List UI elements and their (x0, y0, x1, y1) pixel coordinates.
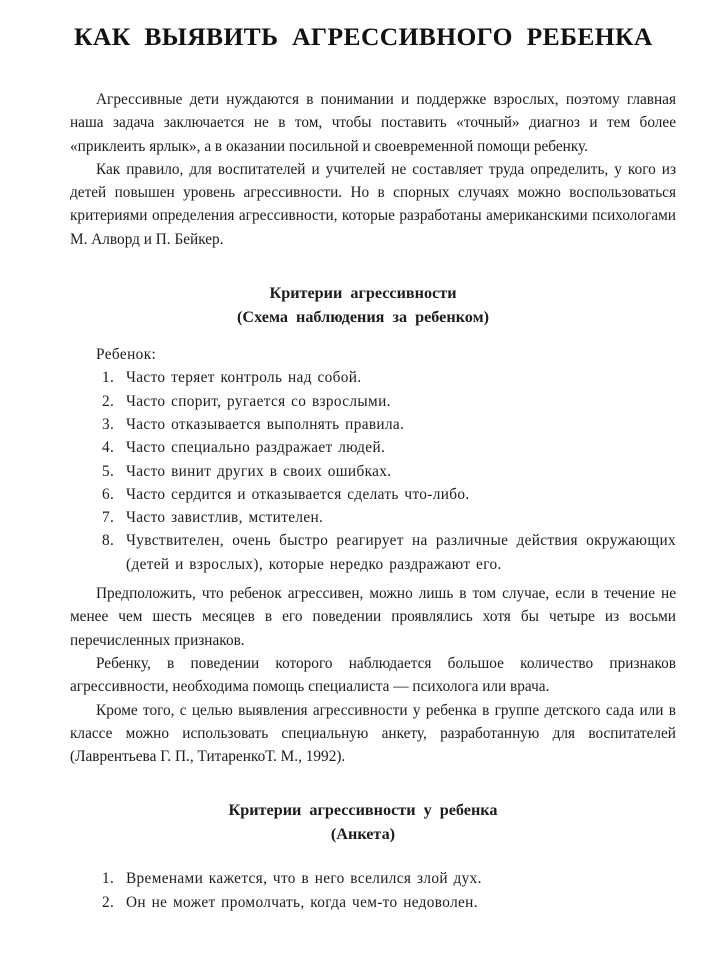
list-item-number: 5. (102, 462, 115, 480)
list-item-number: 6. (102, 485, 115, 503)
body-paragraph-1: Предположить, что ребенок агрессивен, можно лишь в том случае, если в течение не менее чем шесть месяцев в его поведении проявлялись хотя бы четыре из восьми перечисленных признаков. (70, 585, 676, 649)
list-item-text: Часто винит других в своих ошибках. (126, 462, 392, 480)
list-item (70, 436, 676, 459)
list-item-number: 7. (102, 509, 115, 527)
section-subheading-questionnaire: (Анкета) (330, 824, 396, 843)
list-item-number: 2. (102, 893, 115, 911)
list-item-number: 2. (102, 392, 115, 410)
page-title: КАК ВЫЯВИТЬ АГРЕССИВНОГО РЕБЕНКА (74, 22, 653, 51)
list-item-number: 8. (102, 532, 115, 550)
list-item-text: Часто теряет контроль над собой. (126, 369, 362, 387)
list-item (70, 529, 676, 576)
list-item-number: 3. (102, 415, 115, 433)
intro-paragraph-2: Как правило, для воспитателей и учителей не составляет труда определить, у кого из детей повышен уровень агрессивности. Но в спорных случаях можно воспользоваться критериями определения агрессивности, которые разработаны американскими психологами М. Алворд и П. Бейкер. (70, 160, 676, 248)
list-item-number: 1. (102, 870, 115, 888)
questionnaire-list (70, 867, 676, 914)
intro-section (70, 88, 676, 251)
list-item (70, 366, 676, 389)
list-item-text: Он не может промолчать, когда чем-то недоволен. (126, 893, 478, 911)
list-item-text: Временами кажется, что в него вселился злой дух. (126, 870, 482, 888)
section-subheading-observation: (Схема наблюдения за ребенком) (236, 307, 490, 326)
list-item (70, 891, 676, 914)
body-section (70, 582, 676, 768)
criteria-list (70, 366, 676, 576)
list-item (70, 506, 676, 529)
list-lead: Ребенок: (96, 346, 157, 364)
body-paragraph-3: Кроме того, с целью выявления агрессивности у ребенка в группе детского сада или в классе можно использовать специальную анкету, разработанную для воспитателей (Лаврентьева Г. П., ТитаренкоТ. М., 1992). (70, 701, 676, 766)
list-item-text: Чувствителен, очень быстро реагирует на различные действия окружающих (детей и взрослых), которые нередко раздражают его. (126, 532, 676, 573)
intro-paragraph-1: Агрессивные дети нуждаются в понимании и поддержке взрослых, поэтому главная наша задача заключается не в том, чтобы поставить «точный» диагноз и тем более «приклеить ярлык», а в оказании посильной и своевременной помощи ребенку. (70, 91, 676, 155)
list-item-text: Часто сердится и отказывается сделать что-либо. (126, 485, 470, 503)
list-item-text: Часто отказывается выполнять правила. (126, 415, 405, 433)
list-item (70, 390, 676, 413)
section-heading-questionnaire: Критерии агрессивности у ребенка (228, 801, 498, 820)
list-item-number: 1. (102, 369, 115, 387)
list-item-text: Часто специально раздражает людей. (126, 439, 386, 457)
list-item-text: Часто спорит, ругается со взрослыми. (126, 392, 391, 410)
list-item (70, 867, 676, 890)
body-paragraph-2: Ребенку, в поведении которого наблюдается большое количество признаков агрессивности, необходима помощь специалиста — психолога или врача. (70, 654, 676, 696)
list-item (70, 483, 676, 506)
section-heading-criteria: Критерии агрессивности (269, 284, 457, 303)
list-item-number: 4. (102, 439, 115, 457)
list-item (70, 460, 676, 483)
list-item-text: Часто завистлив, мстителен. (126, 509, 324, 527)
list-item (70, 413, 676, 436)
